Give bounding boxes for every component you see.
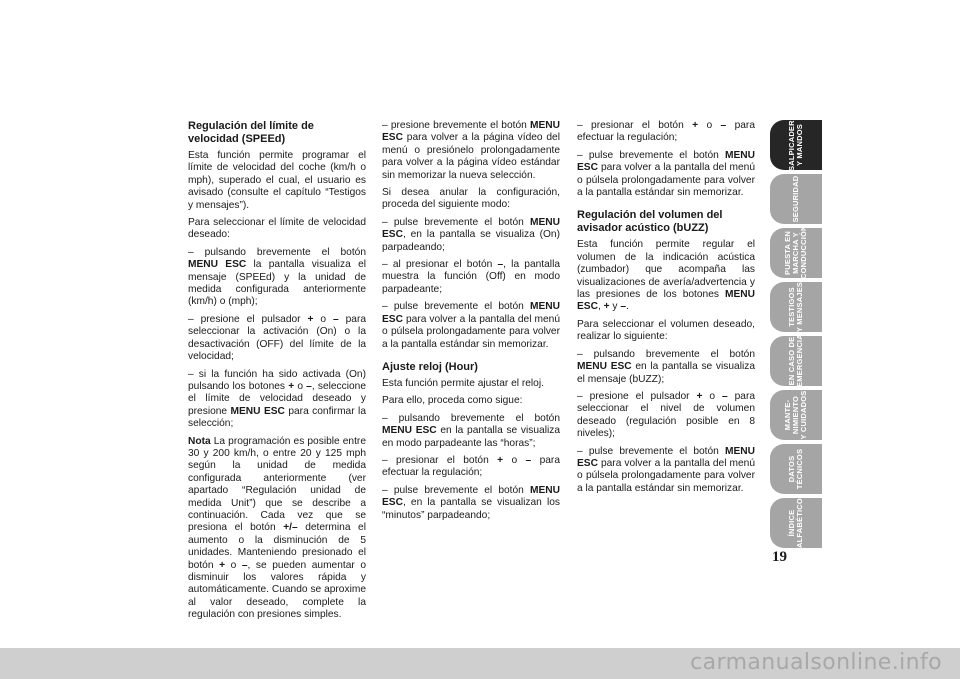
paragraph: – presione brevemente el botón MENU ESC para volver a la página vídeo del menú o presiónelo prolongadamente para volver a la página vídeo estándar sin memorizar la nueva selección.: [382, 120, 560, 181]
section-title-buzz: Regulación del volumen del avisador acústico (bUZZ): [577, 209, 723, 235]
paragraph: Esta función permite regular el volumen de la indicación acústica (zumbador) que acompaña las visualizaciones de avería/advertencia y las presiones de los botones MENU ESC, + y –.: [577, 239, 755, 313]
section-title-hour: Ajuste reloj (Hour): [382, 360, 478, 373]
tab-emergencia[interactable]: EN CASO DE EMERGENCIA: [770, 336, 822, 386]
page-number: 19: [772, 549, 787, 565]
paragraph: – pulse brevemente el botón MENU ESC, en la pantalla se visualizan los “minutos” parpadeando;: [382, 484, 560, 521]
paragraph: – pulse brevemente el botón MENU ESC, en la pantalla se visualiza (On) parpadeando;: [382, 216, 560, 253]
chapter-tabs: [770, 114, 822, 552]
paragraph: – pulse brevemente el botón MENU ESC para volver a la pantalla del menú o púlsela prolongadamente para volver a la pantalla estándar sin memorizar.: [577, 149, 755, 199]
tab-seguridad[interactable]: SEGURIDAD: [770, 174, 822, 224]
paragraph: – presione el pulsador + o – para seleccionar la activación (On) o la desactivación (OFF) del límite de la velocidad;: [188, 313, 366, 363]
paragraph: Para ello, proceda como sigue:: [382, 395, 523, 407]
section-title-speed: Regulación del límite de velocidad (SPEEd): [188, 120, 314, 145]
paragraph: Esta función permite ajustar el reloj.: [382, 377, 544, 389]
column-1: [188, 120, 366, 627]
paragraph: Si desea anular la configuración, proceda del siguiente modo:: [382, 187, 560, 211]
paragraph: – al presionar el botón –, la pantalla muestra la función (Off) en modo parpadeante;: [382, 259, 560, 295]
watermark: carmanualsonline.info: [690, 650, 942, 675]
paragraph: – pulsando brevemente el botón MENU ESC en la pantalla se visualiza el mensaje (bUZZ);: [577, 348, 755, 385]
paragraph: Esta función permite programar el límite de velocidad del coche (km/h o mph), superado el cual, el usuario es avisado (consulte el capítulo “Testigos y mensajes”).: [188, 150, 366, 211]
note-paragraph: Nota La programación es posible entre 30 y 200 km/h, o entre 20 y 125 mph según la unidad de medida configurada anteriormente (ver apartado “Regulación unidad de medida Unit”) que se describe a continuación. Cada vez que se presiona el botón +/– determina el aumento o la disminución de 5 unidades. Manteniendo presionado el botón + o –, se pueden aumentar o disminuir los valores rápida y automáticamente. Cuando se aproxime al valor deseado, complete la regulación con presiones simples.: [188, 435, 367, 621]
tab-mantenimiento[interactable]: MANTE- NIMIENTO Y CUIDADOS: [770, 390, 822, 440]
paragraph: – presionar el botón + o – para efectuar la regulación;: [577, 120, 755, 144]
paragraph: Para seleccionar el límite de velocidad deseado:: [188, 217, 366, 241]
column-3: [577, 120, 755, 500]
tab-indice[interactable]: ÍNDICE ALFABÉTICO: [770, 498, 822, 548]
paragraph: – presione el pulsador + o – para seleccionar el nivel de volumen deseado (regulación posible en 8 niveles);: [577, 390, 755, 440]
tab-datos-tecnicos[interactable]: DATOS TÉCNICOS: [770, 444, 822, 494]
paragraph: – si la función ha sido activada (On) pulsando los botones + o –, seleccione el límite de velocidad deseado y presione MENU ESC para confirmar la selección;: [188, 368, 366, 430]
column-2: [382, 120, 560, 527]
tab-puesta-en-marcha[interactable]: PUESTA EN MARCHA Y CONDUCCIÓN: [770, 228, 822, 278]
paragraph: – pulsando brevemente el botón MENU ESC en la pantalla se visualiza en modo parpadeante las “horas”;: [382, 412, 560, 449]
tab-salpicadero[interactable]: SALPICADERO Y MANDOS: [770, 120, 822, 170]
paragraph: Para seleccionar el volumen deseado, realizar lo siguiente:: [577, 318, 755, 343]
paragraph: – pulse brevemente el botón MENU ESC para volver a la pantalla del menú o púlsela prolongadamente para volver a la pantalla estándar sin memorizar.: [382, 301, 560, 350]
paragraph: – pulse brevemente el botón MENU ESC para volver a la pantalla del menú o púlsela prolongadamente para volver a la pantalla estándar sin memorizar.: [577, 445, 755, 494]
paragraph: – presionar el botón + o – para efectuar la regulación;: [382, 454, 560, 479]
paragraph: – pulsando brevemente el botón MENU ESC la pantalla visualiza el mensaje (SPEEd) y la unidad de medida configurada anteriormente (km/h) o (mph);: [188, 246, 366, 308]
tab-testigos[interactable]: TESTIGOS Y MENSAJES: [770, 282, 822, 332]
